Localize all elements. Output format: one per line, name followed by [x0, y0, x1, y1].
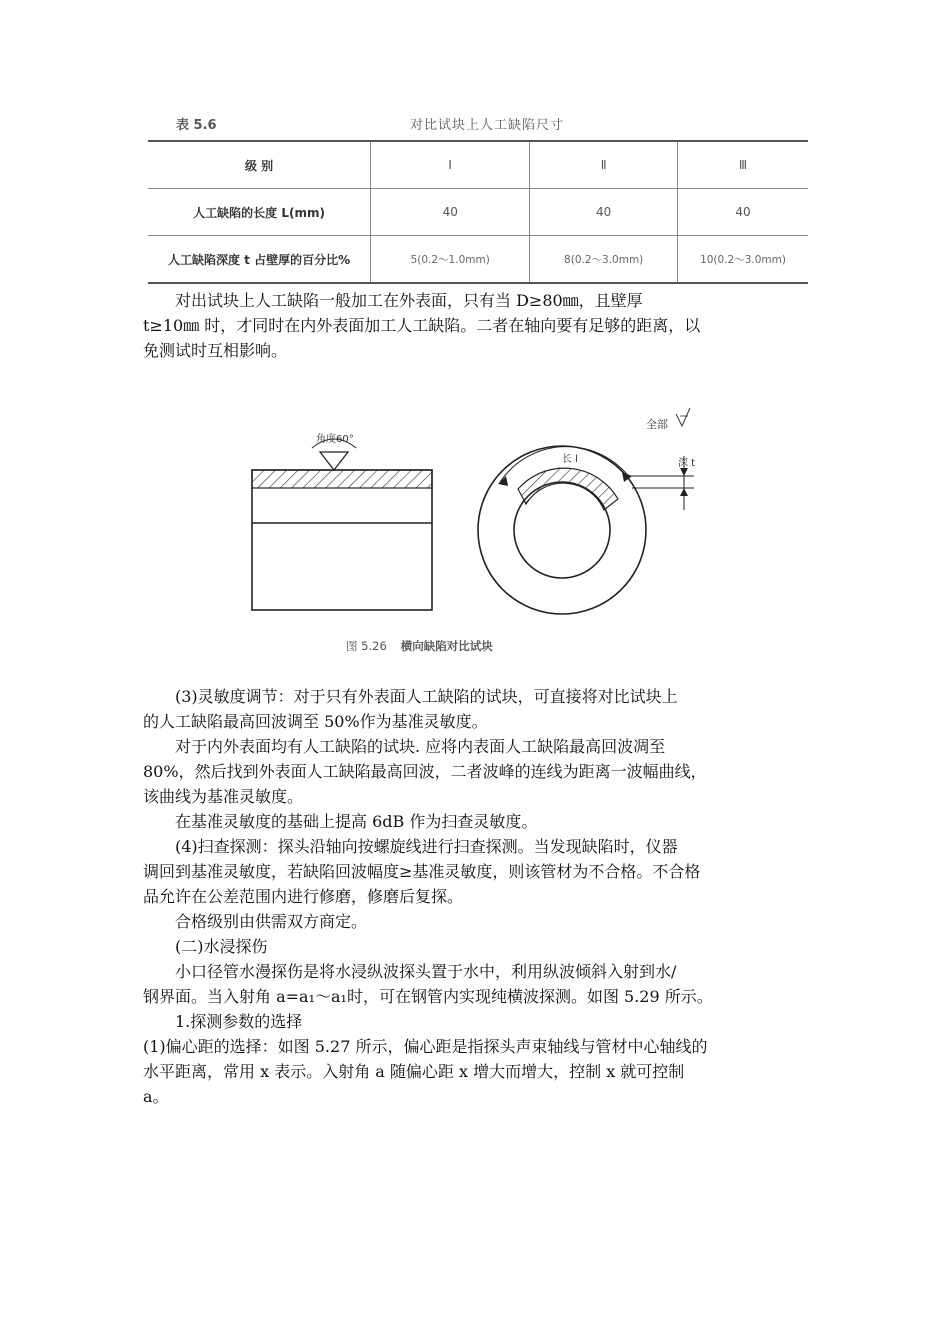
table-cell: 人工缺陷的长度 L(mm): [148, 189, 371, 236]
text-line: (3)灵敏度调节：对于只有外表面人工缺陷的试块，可直接将对比试块上: [175, 687, 678, 706]
paragraph-qualification: 合格级别由供需双方商定。: [175, 912, 368, 931]
table-header-row: [148, 141, 808, 189]
paragraph-immersion-method: [143, 959, 807, 1009]
subheading-parameter-selection: 1.探测参数的选择: [175, 1012, 303, 1031]
text-line: 对于内外表面均有人工缺陷的试块. 应将内表面人工缺陷最高回波凋至: [175, 737, 666, 756]
table-row: [148, 189, 808, 236]
text-line: 80%，然后找到外表面人工缺陷最高回波，二者波峰的连线为距离一波幅曲线，: [143, 762, 707, 781]
text-line: 钢界面。当入射角 a=a₁～a₁时，可在钢管内实现纯横波探测。如图 5.29 所示。: [143, 987, 713, 1006]
length-label: 长 l: [562, 454, 578, 465]
table-cell: 10(0.2～3.0mm): [678, 236, 808, 284]
table-header-cell: Ⅱ: [530, 141, 678, 189]
paragraph-inner-outer-defects: [143, 734, 807, 809]
text-line: 小口径管水漫探伤是将水浸纵波探头置于水中，利用纵波倾斜入射到水/: [175, 962, 677, 981]
table-cell: 40: [678, 189, 808, 236]
table-cell: 人工缺陷深度 t 占壁厚的百分比%: [148, 236, 371, 284]
figure-number: 图 5.26: [346, 639, 387, 653]
figure-caption: [346, 638, 493, 654]
tube-side-view: [252, 432, 432, 610]
table-row: [148, 236, 808, 284]
text-line: (1)偏心距的选择：如图 5.27 所示，偏心距是指探头声束轴线与管材中心轴线的: [143, 1037, 708, 1056]
table-header-cell: 级 别: [148, 141, 371, 189]
paragraph-sensitivity-adjust: [143, 684, 807, 734]
transverse-defect-block-figure: [232, 400, 732, 660]
table-caption: [148, 112, 808, 134]
text-line: (4)扫查探测：探头沿轴向按螺旋线进行扫查探测。当发现缺陷时，仪器: [175, 837, 678, 856]
paragraph-scan-detection: [143, 834, 807, 909]
depth-label: 深 t: [678, 458, 696, 469]
table-title: 对比试块上人工缺陷尺寸: [410, 118, 565, 133]
table-header-cell: Ⅲ: [678, 141, 808, 189]
table-cell: 40: [530, 189, 678, 236]
table-number: 表 5.6: [176, 118, 217, 133]
text-line: 对出试块上人工缺陷一般加工在外表面，只有当 D≥80㎜，且壁厚: [175, 291, 643, 310]
surface-finish-icon: [676, 408, 690, 426]
defect-size-table: [148, 140, 808, 284]
figure-title: 横向缺陷对比试块: [400, 639, 493, 653]
table-cell: 8(0.2～3.0mm): [530, 236, 678, 284]
text-line: 免测试时互相影响。: [143, 341, 288, 360]
paragraph-eccentricity: [143, 1034, 807, 1109]
text-line: 调回到基准灵敏度，若缺陷回波幅度≥基准灵敏度，则该管材为不合格。不合格: [143, 862, 701, 881]
section-heading-immersion: (二)水浸探伤: [175, 937, 268, 956]
text-line: t≥10㎜ 时，才同时在内外表面加工人工缺陷。二者在轴向要有足够的距离，以: [143, 316, 701, 335]
table-cell: 40: [371, 189, 530, 236]
text-line: 水平距离，常用 x 表示。入射角 a 随偏心距 x 增大而增大，控制 x 就可控制: [143, 1062, 685, 1081]
text-line: a。: [143, 1087, 169, 1106]
paragraph-scan-sensitivity: 在基准灵敏度的基础上提高 6dB 作为扫查灵敏度。: [175, 812, 538, 831]
text-line: 品允许在公差范围内进行修磨，修磨后复探。: [143, 887, 464, 906]
paragraph-test-block-defects: [143, 288, 807, 363]
tube-cross-section: [478, 408, 695, 614]
angle-label: 角度60°: [316, 434, 354, 445]
defect-arc: [518, 468, 618, 510]
v-notch: [320, 452, 348, 470]
text-line: 该曲线为基准灵敏度。: [143, 787, 304, 806]
table-header-cell: Ⅰ: [371, 141, 530, 189]
text-line: 的人工缺陷最高回波调至 50%作为基准灵敏度。: [143, 712, 488, 731]
all-label: 全部: [646, 418, 668, 431]
table-cell: 5(0.2～1.0mm): [371, 236, 530, 284]
